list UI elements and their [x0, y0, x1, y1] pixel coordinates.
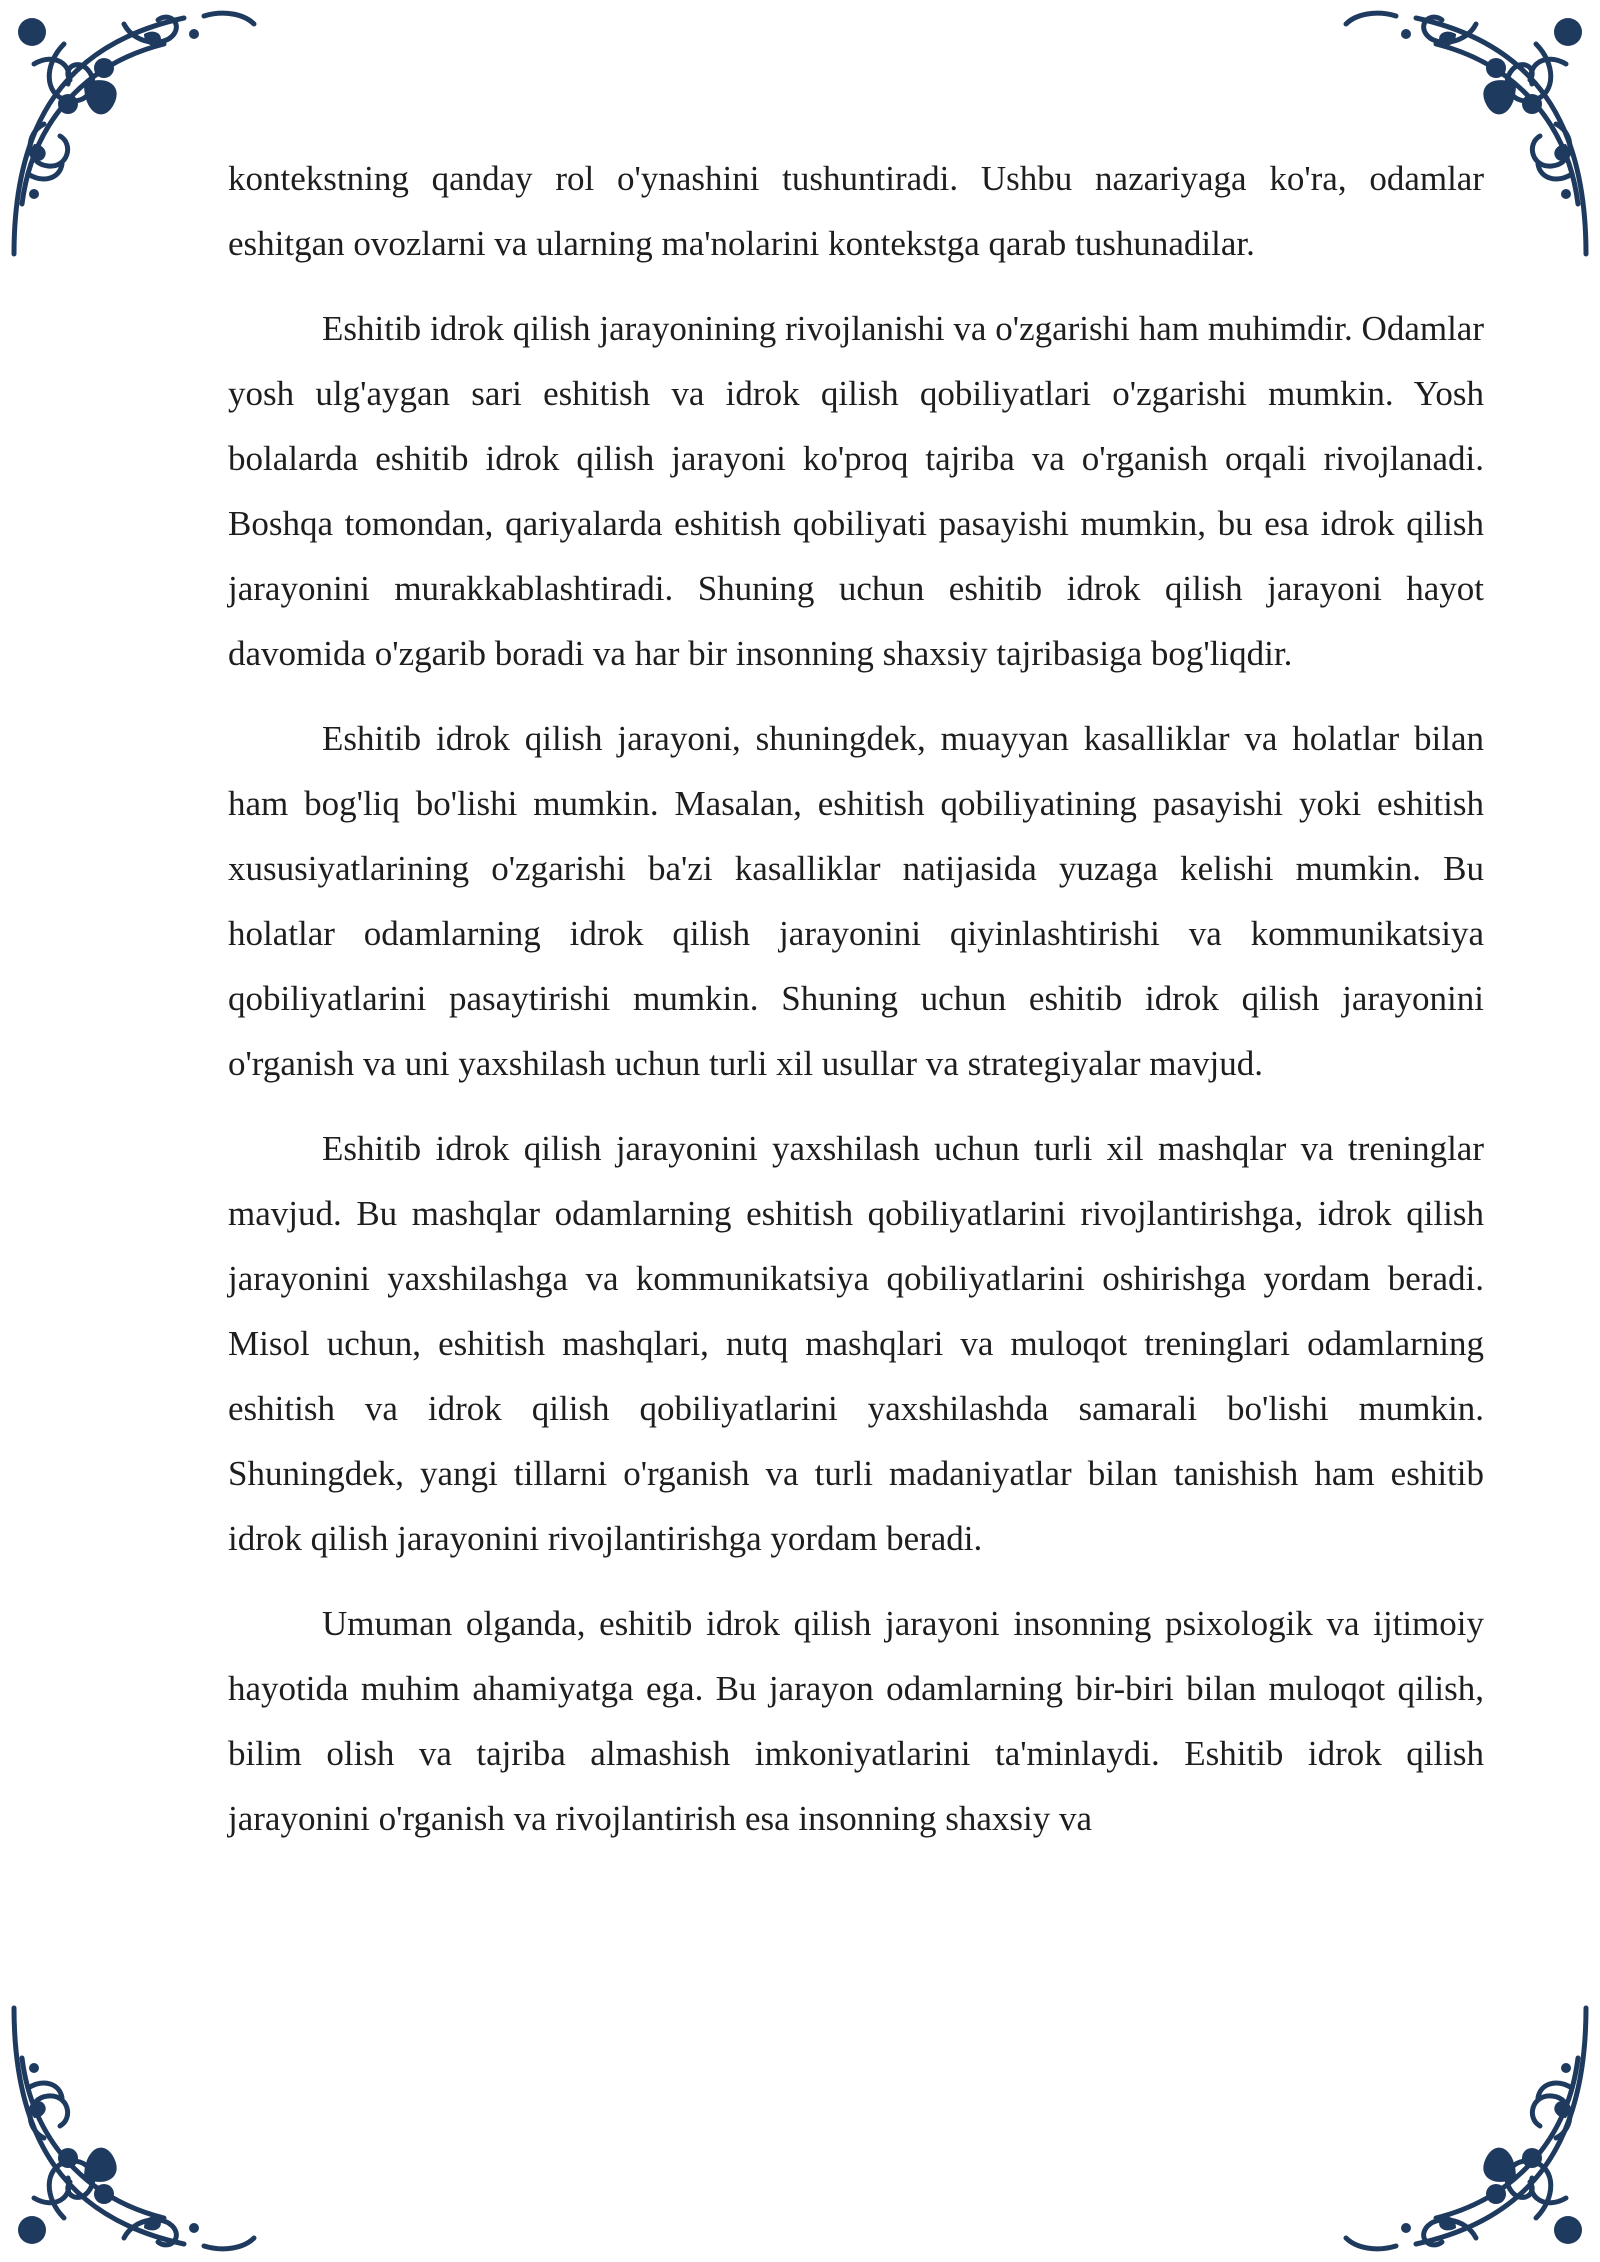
corner-ornament-icon: [1336, 1998, 1596, 2258]
paragraph: Eshitib idrok qilish jarayonining rivojlanishi va o'zgarishi ham muhimdir. Odamlar yosh ulg'aygan sari eshitish va idrok qilish qobiliyatlari o'zgarishi mumkin. Yosh bolalarda eshitib idrok qilish jarayoni ko'proq tajriba va o'rganish orqali rivojlanadi. Boshqa tomondan, qariyalarda eshitish qobiliyati pasayishi mumkin, bu esa idrok qilish jarayonini murakkablashtiradi. Shuning uchun eshitib idrok qilish jarayoni hayot davomida o'zgarib boradi va har bir insonning shaxsiy tajribasiga bog'liqdir.: [228, 309, 1484, 673]
corner-ornament-icon: [4, 1998, 264, 2258]
corner-ornament-top-left: [4, 4, 264, 264]
document-body: [228, 146, 1484, 1871]
corner-ornament-bottom-right: [1336, 1998, 1596, 2258]
corner-ornament-icon: [4, 4, 264, 264]
paragraph: Umuman olganda, eshitib idrok qilish jarayoni insonning psixologik va ijtimoiy hayotida muhim ahamiyatga ega. Bu jarayon odamlarning bir-biri bilan muloqot qilish, bilim olish va tajriba almashish imkoniyatlarini ta'minlaydi. Eshitib idrok qilish jarayonini o'rganish va rivojlantirish esa insonning shaxsiy va: [228, 1604, 1484, 1838]
paragraph: kontekstning qanday rol o'ynashini tushuntiradi. Ushbu nazariyaga ko'ra, odamlar eshitgan ovozlarni va ularning ma'nolarini kontekstga qarab tushunadilar.: [228, 159, 1484, 263]
paragraph: Eshitib idrok qilish jarayoni, shuningdek, muayyan kasalliklar va holatlar bilan ham bog'liq bo'lishi mumkin. Masalan, eshitish qobiliyatining pasayishi yoki eshitish xususiyatlarining o'zgarishi ba'zi kasalliklar natijasida yuzaga kelishi mumkin. Bu holatlar odamlarning idrok qilish jarayonini qiyinlashtirishi va kommunikatsiya qobiliyatlarini pasaytirishi mumkin. Shuning uchun eshitib idrok qilish jarayonini o'rganish va uni yaxshilash uchun turli xil usullar va strategiyalar mavjud.: [228, 719, 1484, 1083]
corner-ornament-bottom-left: [4, 1998, 264, 2258]
paragraph: Eshitib idrok qilish jarayonini yaxshilash uchun turli xil mashqlar va treninglar mavjud. Bu mashqlar odamlarning eshitish qobiliyatlarini rivojlantirishga, idrok qilish jarayonini yaxshilashga va kommunikatsiya qobiliyatlarini oshirishga yordam beradi. Misol uchun, eshitish mashqlari, nutq mashqlari va muloqot treninglari odamlarning eshitish va idrok qilish qobiliyatlarini yaxshilashda samarali bo'lishi mumkin. Shuningdek, yangi tillarni o'rganish va turli madaniyatlar bilan tanishish ham eshitib idrok qilish jarayonini rivojlantirishga yordam beradi.: [228, 1129, 1484, 1558]
